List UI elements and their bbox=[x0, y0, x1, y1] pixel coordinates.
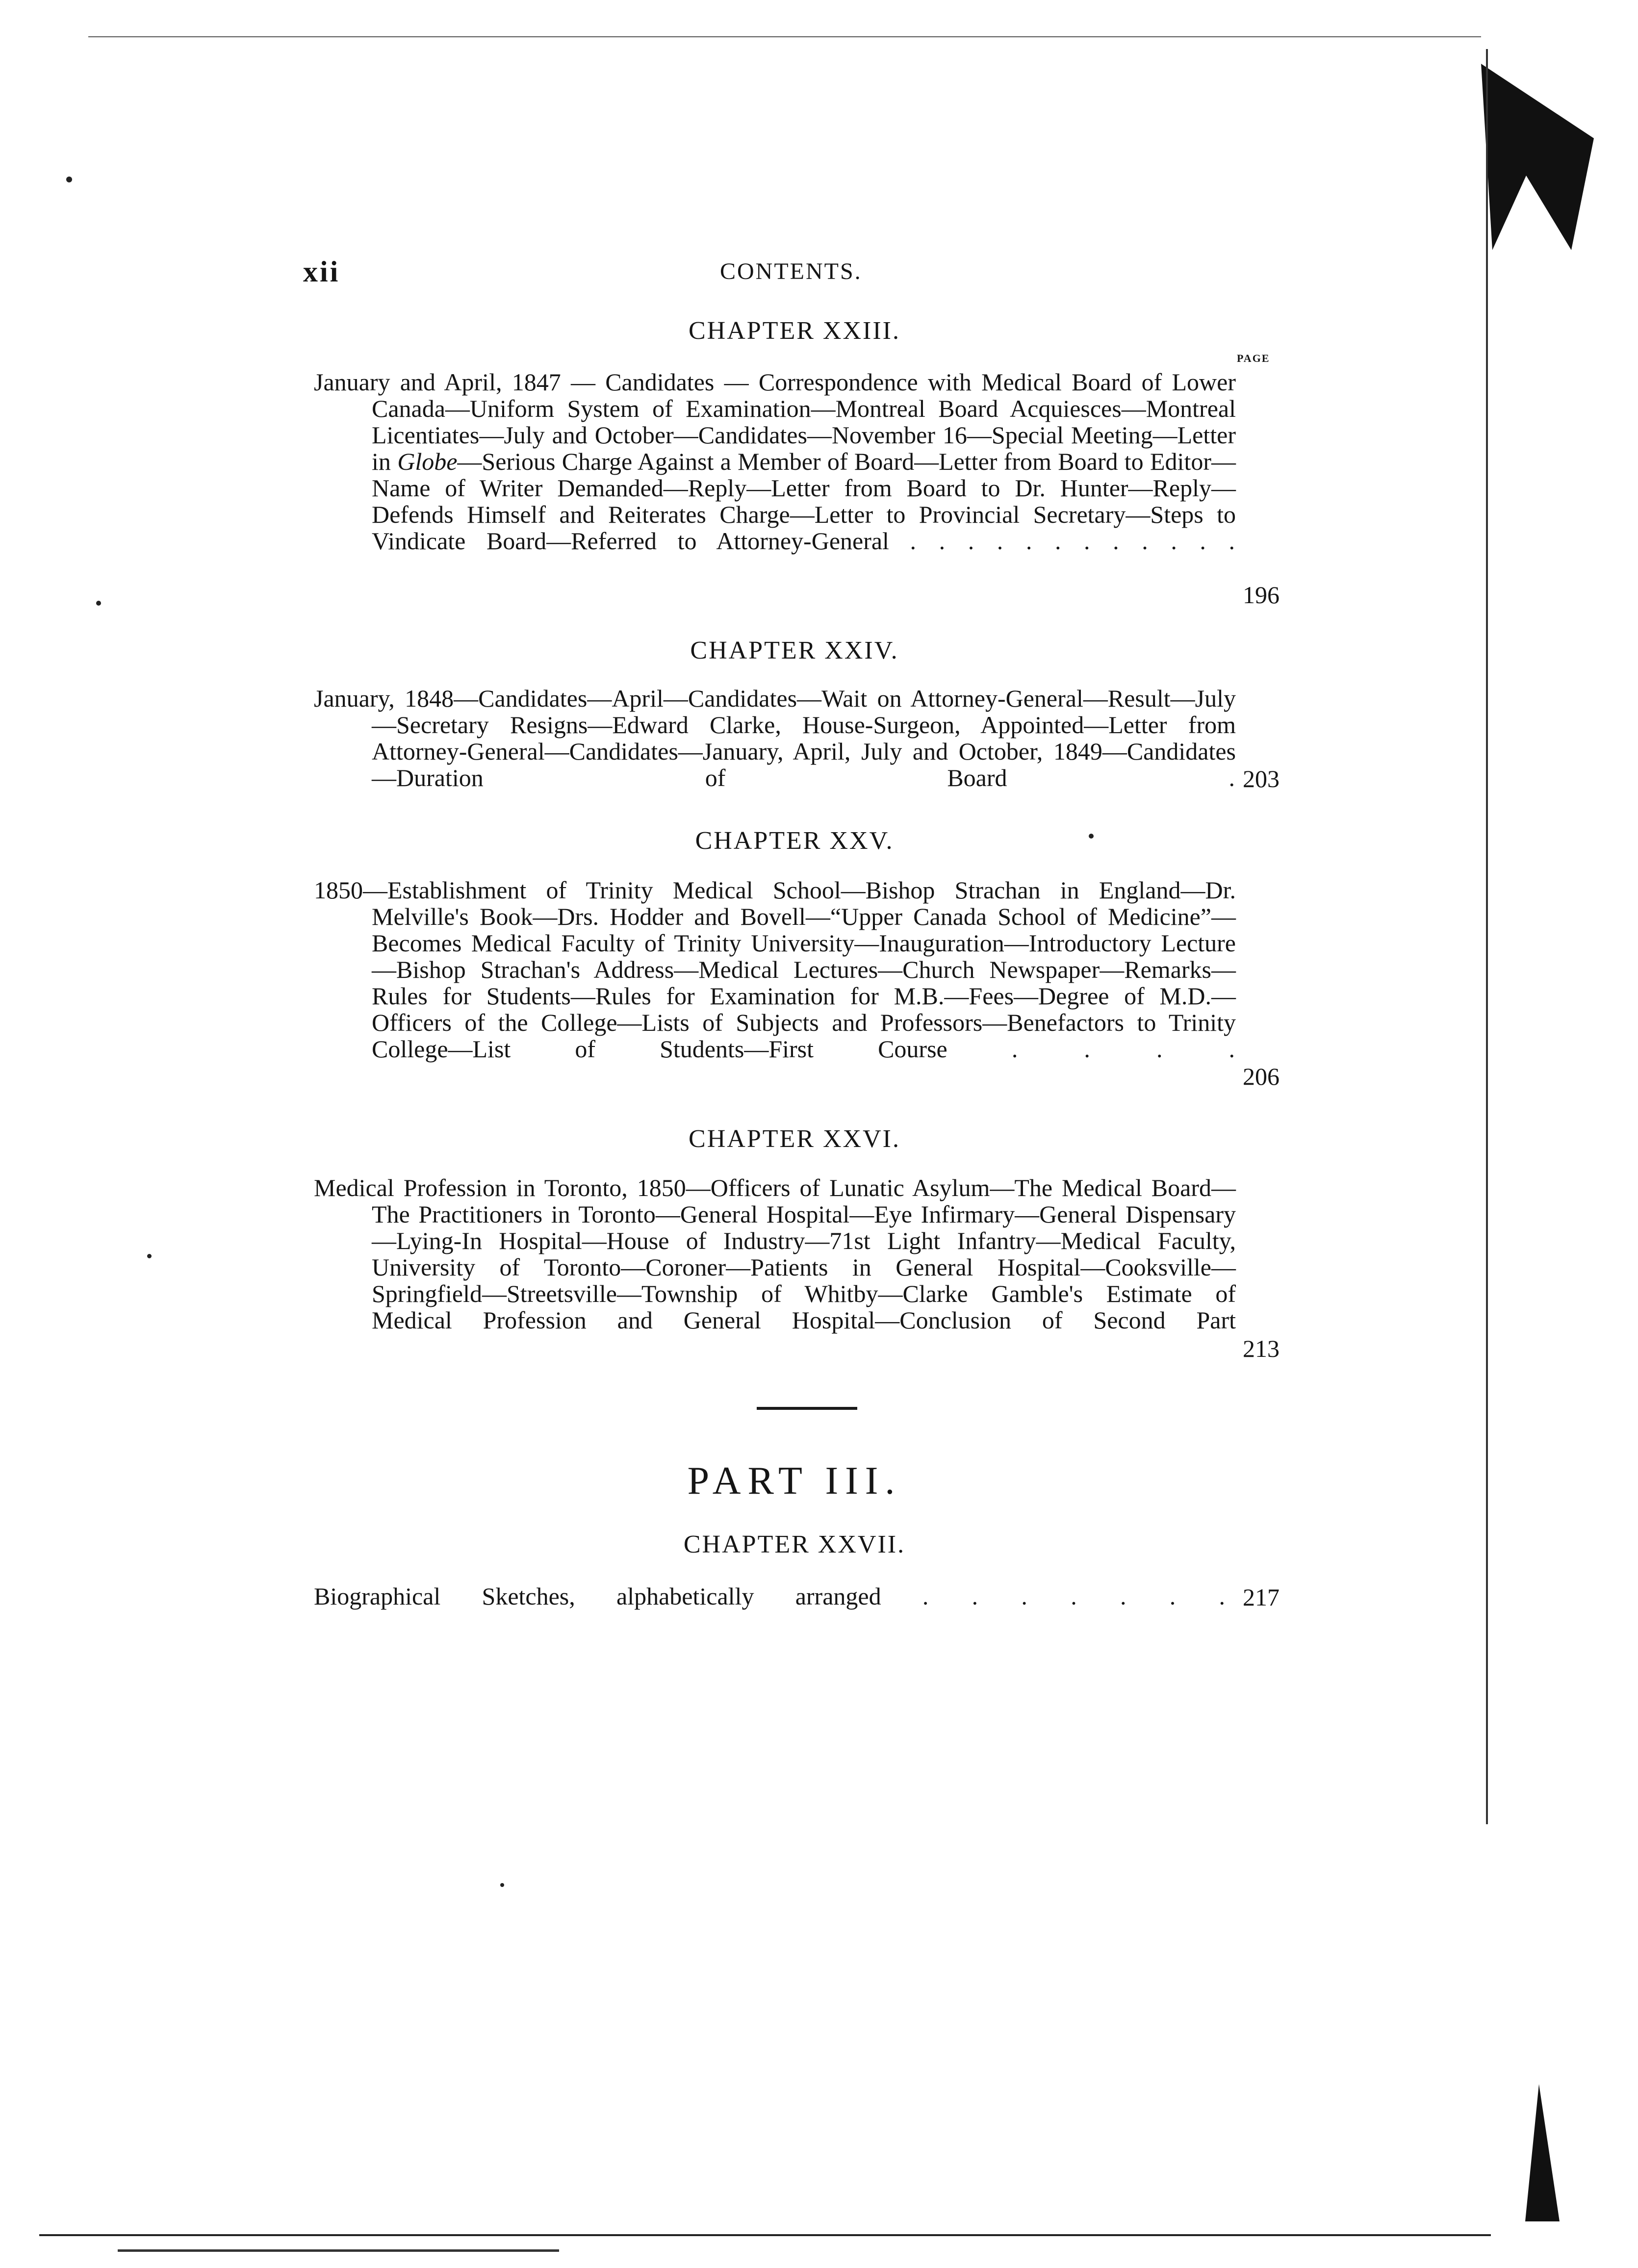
contents-title: CONTENTS. bbox=[720, 258, 862, 284]
chapter-heading-xxiii: CHAPTER XXIII. bbox=[689, 317, 900, 345]
speck bbox=[147, 1254, 152, 1258]
binding-shadow-bottom bbox=[1525, 2084, 1560, 2221]
binding-shadow-top bbox=[1481, 64, 1594, 250]
page-column-label: PAGE bbox=[1237, 352, 1270, 364]
chapter-entry-xxv: 1850—Establishment of Trinity Medical School—Bishop Strachan in England—Dr. Melville's Book—Drs. Hodder and Bovell—“Upper Canada School of Medicine”—Becomes Medical Faculty of Trinity University—Inauguration—Introductory Lecture—Bishop Strachan's Address—Medical Lectures—Church Newspaper—Remarks—Rules for Students—Rules for Examination for M.B.—Fees—Degree of M.D.—Officers of the College—Lists of Subjects and Professors—Benefactors to Trinity College—List of Students—First Course . . . . bbox=[314, 876, 1236, 1063]
chapter-entry-xxvii: Biographical Sketches, alphabetically arranged . . . . . . . bbox=[314, 1582, 1227, 1610]
chapter-heading-xxvi: CHAPTER XXVI. bbox=[689, 1125, 900, 1153]
chapter-heading-xxiv: CHAPTER XXIV. bbox=[690, 637, 899, 664]
chapter-entry-xxiii: January and April, 1847 — Candidates — Correspondence with Medical Board of Lower Canada—Uniform System of Examination—Montreal Board Acquiesces—Montreal Licentiates—July and October—Candidates—November 16—Special Meeting—Letter in Globe—Serious Charge Against a Member of Board—Letter from Board to Editor—Name of Writer Demanded—Reply—Letter from Board to Dr. Hunter—Reply—Defends Himself and Reiterates Charge—Letter to Provincial Secretary—Steps to Vindicate Board—Referred to Attorney-General . . . . . . . . . . . . bbox=[314, 368, 1236, 555]
chapter-entry-xxiv: January, 1848—Candidates—April—Candidates—Wait on Attorney-General—Result—July—Secretary Resigns—Edward Clarke, House-Surgeon, Appointed—Letter from Attorney-General—Candidates—January, April, July and October, 1849—Candidates—Duration of Board . bbox=[314, 685, 1236, 791]
part-title: PART III. bbox=[687, 1459, 902, 1503]
page-folio: xii bbox=[303, 255, 340, 288]
page-number-xxvi: 213 bbox=[1243, 1335, 1280, 1362]
page-bottom-edge bbox=[39, 2234, 1491, 2236]
chapter-heading-xxv: CHAPTER XXV. bbox=[695, 827, 894, 855]
page-number-xxiii: 196 bbox=[1243, 581, 1280, 609]
page-number-xxvii: 217 bbox=[1243, 1583, 1280, 1611]
page-bottom-edge-lower bbox=[118, 2249, 559, 2252]
speck bbox=[66, 177, 72, 182]
chapter-heading-xxvii: CHAPTER XXVII. bbox=[683, 1530, 906, 1558]
page-top-edge bbox=[88, 36, 1481, 37]
page-number-xxv: 206 bbox=[1243, 1063, 1280, 1090]
speck bbox=[96, 601, 101, 606]
page-number-xxiv: 203 bbox=[1243, 765, 1280, 792]
section-divider bbox=[757, 1407, 857, 1410]
chapter-entry-xxvi: Medical Profession in Toronto, 1850—Officers of Lunatic Asylum—The Medical Board—The Practitioners in Toronto—General Hospital—Eye Infirmary—General Dispensary—Lying-In Hospital—House of Industry—71st Light Infantry—Medical Faculty, University of Toronto—Coroner—Patients in General Hospital—Cooksville—Springfield—Streetsville—Township of Whitby—Clarke Gamble's Estimate of Medical Profession and General Hospital—Conclusion of Second Part bbox=[314, 1174, 1236, 1334]
running-head bbox=[0, 255, 1638, 289]
binding-edge-line bbox=[1486, 49, 1488, 1824]
speck bbox=[500, 1883, 504, 1887]
